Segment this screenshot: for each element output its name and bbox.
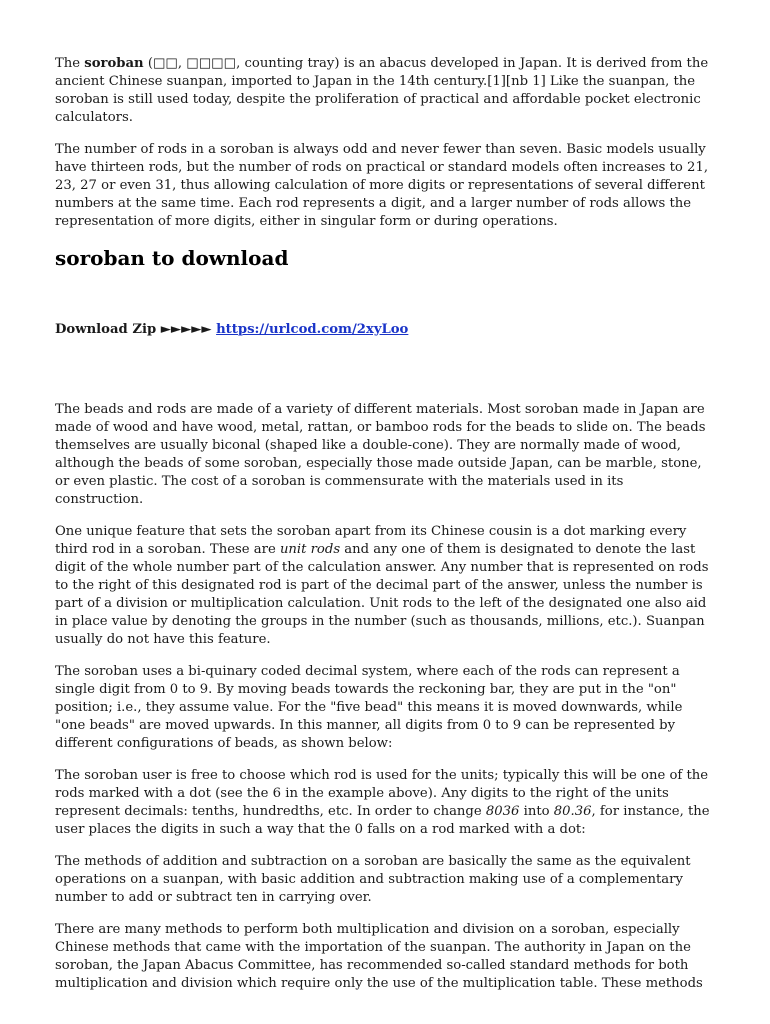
text-span: , for instance, the user places the digits in such a way that the 0 falls on a rod marked with a dot: [55, 804, 710, 837]
body-paragraph-bi-quinary: The soroban uses a bi-quinary coded decimal system, where each of the rods can represent a single digit from 0 to 9. By moving beads towards the reckoning bar, they are put in the "on" position; i.e., they assume value. For the "five bead" this means it is moved downwards, while "one beads" are moved upwards. In this manner, all digits from 0 to 9 can be represented by different configurations of beads, as shown below: [55, 664, 683, 751]
text-span: (□□, □□□□, counting tray) is an abacus developed in Japan. It is derived from the ancient Chinese suanpan, imported to Japan in the 14th century.[1][nb 1] Like the suanpan, the soroban is still used today, despite the proliferation of practical and affordable pocket electronic calculators. [55, 56, 709, 125]
download-line [55, 321, 715, 339]
body-paragraph-addition: The methods of addition and subtraction on a soroban are basically the same as the equivalent operations on a suanpan, with basic addition and subtraction making use of a complementary number to add or subtract ten in carrying over. [55, 854, 691, 905]
intro-paragraph-1 [55, 55, 715, 127]
italic-number: 80.36 [553, 804, 592, 819]
intro-paragraph-2: The number of rods in a soroban is always odd and never fewer than seven. Basic models usually have thirteen rods, but the number of rods on practical or standard models often increases to 21, 23, 27 or even 31, thus allowing calculation of more digits or representations of several different numbers at the same time. Each rod represents a digit, and a larger number of rods allows the representation of more digits, either in singular form or during operations. [55, 142, 709, 229]
body-paragraph-units-choice [55, 767, 715, 839]
italic-number: 8036 [485, 804, 520, 819]
section-heading: soroban to download [55, 246, 289, 270]
spacer [55, 339, 715, 401]
body-paragraph-multiplication: There are many methods to perform both multiplication and division on a soroban, especially Chinese methods that came with the importation of the suanpan. The authority in Japan on the soroban, the Japan Abacus Committee, has recommended so-called standard methods for both multiplication and division which require only the use of the multiplication table. These methods [55, 922, 703, 991]
italic-term: unit rods [279, 542, 341, 557]
text-span: The [55, 56, 85, 71]
body-paragraph-unit-rods [55, 523, 715, 649]
text-span: and any one of them is designated to denote the last digit of the whole number part of the calculation answer. Any number that is represented on rods to the right of this designated rod is part of the decimal part of the answer, unless the number is part of a division or multiplication calculation. Unit rods to the left of the designated one also aid in place value by denoting the groups in the number (such as thousands, millions, etc.). Suanpan usually do not have this feature. [55, 542, 709, 647]
text-span: One unique feature that sets the soroban apart from its Chinese cousin is a dot marking every third rod in a soroban. These are [55, 524, 687, 557]
download-link[interactable]: https://urlcod.com/2xyLoo [216, 322, 409, 337]
body-paragraph-materials: The beads and rods are made of a variety of different materials. Most soroban made in Japan are made of wood and have wood, metal, rattan, or bamboo rods for the beads to slide on. The beads themselves are usually biconal (shaped like a double-cone). They are normally made of wood, although the beads of some soroban, especially those made outside Japan, can be marble, stone, or even plastic. The cost of a soroban is commensurate with the materials used in its construction. [55, 402, 706, 507]
text-span: into [519, 804, 554, 819]
download-label: Download Zip ►►►►► [55, 322, 217, 337]
bold-term-soroban: soroban [84, 56, 144, 71]
text-span: The soroban user is free to choose which rod is used for the units; typically this will be one of the rods marked with a dot (see the 6 in the example above). Any digits to the right of the units represent decimals: tenths, hundredths, etc. In order to change [55, 768, 709, 819]
